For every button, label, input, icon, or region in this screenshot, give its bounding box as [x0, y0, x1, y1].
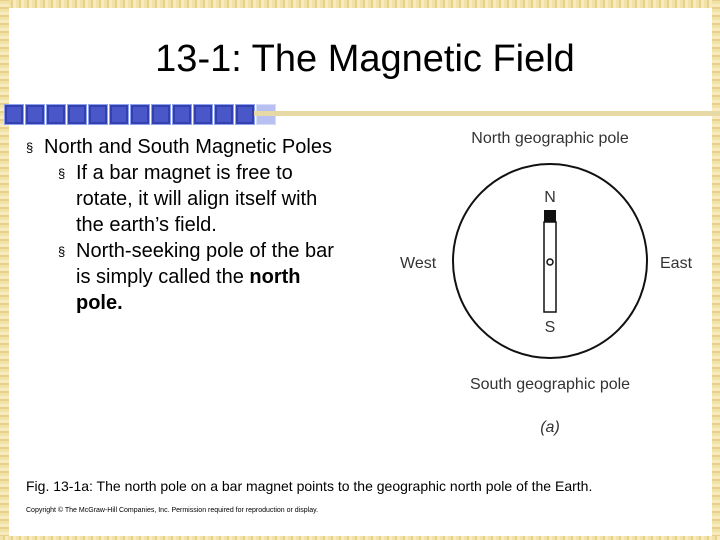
bullet-item: [26, 134, 346, 160]
bullet-text: North-seeking pole of the bar is simply called the: [76, 240, 334, 288]
frame-bottom-border: [0, 536, 720, 540]
decorative-square: [151, 104, 171, 125]
copyright-notice: Copyright © The McGraw-Hill Companies, Inc. Permission required for reproduction or display.: [26, 507, 319, 514]
magnet-n-label: N: [544, 189, 556, 206]
bullet-bold-text: north pole.: [76, 266, 301, 314]
bullet-text: North and South Magnetic Poles: [44, 136, 332, 158]
bullet-item: [26, 238, 346, 316]
title-rule: [254, 111, 720, 116]
bar-magnet: [544, 222, 556, 312]
bullet-text: If a bar magnet is free to rotate, it will align itself with the earth’s field.: [76, 162, 318, 236]
compass-diagram: [392, 118, 712, 448]
bullet-marker-icon: §: [26, 140, 34, 155]
bullet-list: [26, 134, 346, 316]
decorative-square: [109, 104, 129, 125]
magnet-compass-figure: [392, 118, 712, 448]
frame-left-border: [0, 0, 9, 540]
magnet-s-label: S: [544, 319, 556, 336]
figure-part-label: (a): [540, 419, 560, 436]
north-pole-label: North geographic pole: [471, 130, 629, 147]
decorative-square: [25, 104, 45, 125]
decorative-square: [235, 104, 255, 125]
magnet-pivot: [547, 259, 553, 265]
bullet-marker-icon: §: [58, 244, 66, 259]
frame-top-border: [0, 0, 720, 8]
figure-caption: Fig. 13-1a: The north pole on a bar magnet points to the geographic north pole of the Earth.: [26, 478, 593, 494]
south-pole-label: South geographic pole: [469, 376, 631, 393]
decorative-square-strip: [4, 104, 277, 125]
decorative-square: [172, 104, 192, 125]
decorative-square: [130, 104, 150, 125]
magnet-north-end: [544, 210, 556, 222]
decorative-square: [193, 104, 213, 125]
decorative-square: [4, 104, 24, 125]
slide-title: 13-1: The Magnetic Field: [155, 38, 575, 80]
decorative-square: [67, 104, 87, 125]
decorative-square: [46, 104, 66, 125]
decorative-square: [214, 104, 234, 125]
decorative-square: [88, 104, 108, 125]
east-label: East: [660, 255, 693, 272]
west-label: West: [400, 255, 437, 272]
bullet-item: [26, 160, 346, 238]
bullet-marker-icon: §: [58, 166, 66, 181]
frame-right-border: [712, 0, 720, 540]
